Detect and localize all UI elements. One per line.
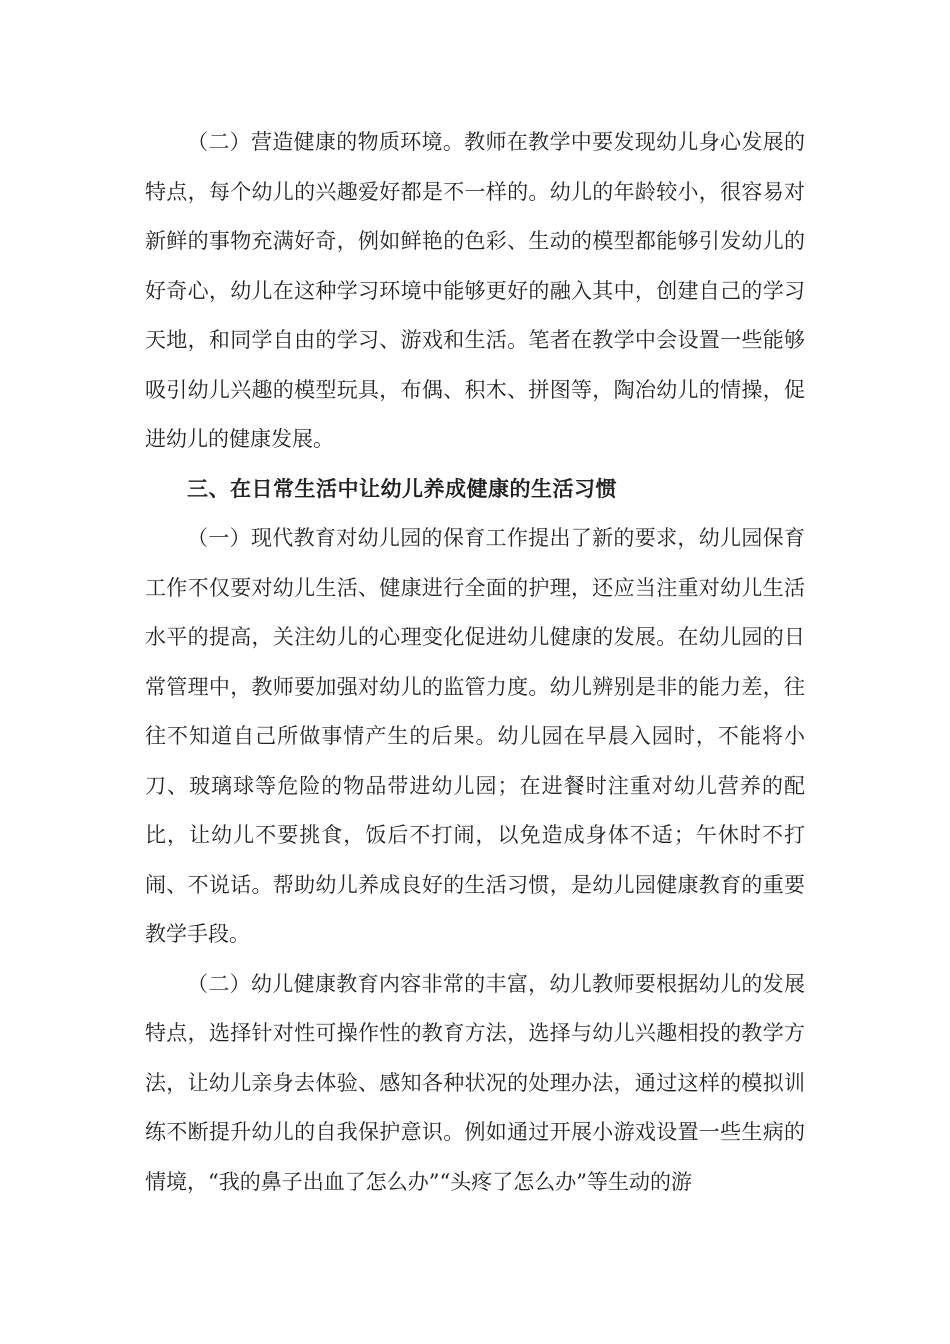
paragraph-health-education: （二）幼儿健康教育内容非常的丰富，幼儿教师要根据幼儿的发展特点，选择针对性可操作性的教育方法，选择与幼儿兴趣相投的教学方法，让幼儿亲身去体验、感知各种状况的处理办法，通过这样的模拟训练不断提升幼儿的自我保护意识。例如通过开展小游戏设置一些生病的情境，“我的鼻子出血了怎么办”“头疼了怎么办”等生动的游 <box>145 971 805 1194</box>
document-body <box>145 118 805 1207</box>
paragraph-daily-care: （一）现代教育对幼儿园的保育工作提出了新的要求，幼儿园保育工作不仅要对幼儿生活、健康进行全面的护理，还应当注重对幼儿生活水平的提高，关注幼儿的心理变化促进幼儿健康的发展。在幼儿园的日常管理中，教师要加强对幼儿的监管力度。幼儿辨别是非的能力差，往往不知道自己所做事情产生的后果。幼儿园在早晨入园时，不能将小刀、玻璃球等危险的物品带进幼儿园；在进餐时注重对幼儿营养的配比，让幼儿不要挑食，饭后不打闹，以免造成身体不适；午休时不打闹、不说话。帮助幼儿养成良好的生活习惯，是幼儿园健康教育的重要教学手段。 <box>145 526 805 946</box>
paragraph-material-environment: （二）营造健康的物质环境。教师在教学中要发现幼儿身心发展的特点，每个幼儿的兴趣爱好都是不一样的。幼儿的年龄较小，很容易对新鲜的事物充满好奇，例如鲜艳的色彩、生动的模型都能够引发幼儿的好奇心，幼儿在这种学习环境中能够更好的融入其中，创建自己的学习天地，和同学自由的学习、游戏和生活。笔者在教学中会设置一些能够吸引幼儿兴趣的模型玩具，布偶、积木、拼图等，陶冶幼儿的情操，促进幼儿的健康发展。 <box>145 130 805 451</box>
section-heading-3: 三、在日常生活中让幼儿养成健康的生活习惯 <box>187 476 617 501</box>
